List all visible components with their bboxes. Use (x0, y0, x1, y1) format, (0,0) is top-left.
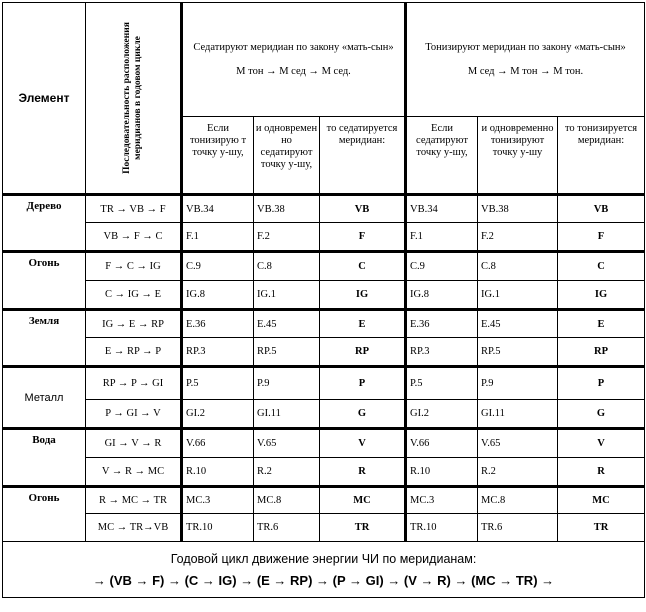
table-row (3, 195, 645, 223)
tonify-tonify-point: F.2 (478, 223, 558, 252)
sedate-tonify-point: GI.2 (182, 400, 254, 429)
sedate-col-1-header: Если тонизирую т точку у-шу, (182, 117, 254, 195)
sedate-sedate-point: V.65 (254, 429, 320, 458)
element-name: Вода (3, 429, 86, 487)
tonify-tonify-point: C.8 (478, 252, 558, 281)
sequence-cell: GI → V → R (86, 429, 182, 458)
tonified-meridian: TR (558, 514, 645, 542)
sedate-tonify-point: R.10 (182, 458, 254, 487)
table-row (3, 310, 645, 338)
sedated-meridian: IG (320, 281, 406, 310)
sedate-sedate-point: GI.11 (254, 400, 320, 429)
sedate-tonify-point: C.9 (182, 252, 254, 281)
sedate-tonify-point: E.36 (182, 310, 254, 338)
sequence-header-text: Последовательность расположения меридианов в годовом цикле (122, 22, 143, 174)
tonify-group-header (406, 3, 645, 117)
sedate-sedate-point: RP.5 (254, 338, 320, 367)
table-row (3, 458, 645, 487)
element-name: Огонь (3, 487, 86, 542)
tonify-col-3-header: то тонизируется меридиан: (558, 117, 645, 195)
sequence-cell: VB → F → C (86, 223, 182, 252)
tonified-meridian: F (558, 223, 645, 252)
tonified-meridian: IG (558, 281, 645, 310)
table-row (3, 400, 645, 429)
element-name: Земля (3, 310, 86, 367)
tonify-sedate-point: C.9 (406, 252, 478, 281)
sequence-cell: R → MC → TR (86, 487, 182, 514)
sedate-tonify-point: RP.3 (182, 338, 254, 367)
sequence-cell: RP → P → GI (86, 367, 182, 400)
sedate-sedate-point: VB.38 (254, 195, 320, 223)
tonified-meridian: RP (558, 338, 645, 367)
sedate-sedate-point: C.8 (254, 252, 320, 281)
sedated-meridian: P (320, 367, 406, 400)
table-row (3, 223, 645, 252)
sedate-group-title: Седатируют меридиан по закону «мать-сын» (193, 41, 394, 53)
sequence-cell: F → C → IG (86, 252, 182, 281)
footer-cycle: → (VB → F) → (C → IG) → (E → RP) → (P → GI) → (V → R) → (MC → TR) → (92, 572, 555, 588)
sedate-sedate-point: TR.6 (254, 514, 320, 542)
tonify-col-2-header: и одновременно тонизируют точку у-шу (478, 117, 558, 195)
tonify-tonify-point: IG.1 (478, 281, 558, 310)
sedated-meridian: MC (320, 487, 406, 514)
table-row (3, 281, 645, 310)
sedate-sedate-point: MC.8 (254, 487, 320, 514)
tonified-meridian: R (558, 458, 645, 487)
sequence-cell: P → GI → V (86, 400, 182, 429)
tonified-meridian: E (558, 310, 645, 338)
sedate-tonify-point: IG.8 (182, 281, 254, 310)
element-name: Огонь (3, 252, 86, 310)
element-header: Элемент (3, 3, 86, 195)
tonify-sedate-point: IG.8 (406, 281, 478, 310)
sequence-cell: V → R → MC (86, 458, 182, 487)
sedated-meridian: G (320, 400, 406, 429)
sedate-sedate-point: E.45 (254, 310, 320, 338)
tonify-sedate-point: P.5 (406, 367, 478, 400)
tonify-sedate-point: V.66 (406, 429, 478, 458)
tonify-sedate-point: TR.10 (406, 514, 478, 542)
tonify-tonify-point: VB.38 (478, 195, 558, 223)
element-name: Дерево (3, 195, 86, 252)
tonified-meridian: VB (558, 195, 645, 223)
sequence-cell: MC → TR→VB (86, 514, 182, 542)
tonify-tonify-point: R.2 (478, 458, 558, 487)
tonify-col-1-header: Если седатируют точку у-шу, (406, 117, 478, 195)
tonified-meridian: C (558, 252, 645, 281)
sedate-tonify-point: VB.34 (182, 195, 254, 223)
tonify-sedate-point: GI.2 (406, 400, 478, 429)
tonify-sedate-point: E.36 (406, 310, 478, 338)
sedate-sedate-point: IG.1 (254, 281, 320, 310)
table-row (3, 367, 645, 400)
sedate-group-header (182, 3, 406, 117)
sedate-tonify-point: V.66 (182, 429, 254, 458)
sedated-meridian: RP (320, 338, 406, 367)
sedate-col-3-header: то седатируется меридиан: (320, 117, 406, 195)
sequence-header (86, 3, 182, 195)
sedate-col-2-header: и одновремен но седатируют точку у-шу, (254, 117, 320, 195)
tonify-tonify-point: E.45 (478, 310, 558, 338)
sedated-meridian: F (320, 223, 406, 252)
tonify-group-chain: М сед → М тон → М тон. (467, 65, 584, 77)
sedate-sedate-point: P.9 (254, 367, 320, 400)
tonify-tonify-point: GI.11 (478, 400, 558, 429)
tonify-tonify-point: V.65 (478, 429, 558, 458)
sequence-cell: C → IG → E (86, 281, 182, 310)
tonify-sedate-point: F.1 (406, 223, 478, 252)
tonify-tonify-point: TR.6 (478, 514, 558, 542)
footer-caption: Годовой цикл движение энергии ЧИ по меридианам: (170, 551, 477, 566)
tonify-sedate-point: VB.34 (406, 195, 478, 223)
tonify-sedate-point: R.10 (406, 458, 478, 487)
sedate-tonify-point: F.1 (182, 223, 254, 252)
sedate-tonify-point: TR.10 (182, 514, 254, 542)
tonified-meridian: V (558, 429, 645, 458)
sedated-meridian: VB (320, 195, 406, 223)
sedated-meridian: E (320, 310, 406, 338)
table-row (3, 429, 645, 458)
sedated-meridian: R (320, 458, 406, 487)
sequence-cell: IG → E → RP (86, 310, 182, 338)
table-row (3, 338, 645, 367)
sedate-tonify-point: MC.3 (182, 487, 254, 514)
sedated-meridian: C (320, 252, 406, 281)
element-name: Металл (3, 367, 86, 429)
tonified-meridian: P (558, 367, 645, 400)
table-row (3, 487, 645, 514)
tonified-meridian: MC (558, 487, 645, 514)
sedate-group-chain: М тон → М сед → М сед. (236, 65, 351, 77)
tonify-tonify-point: P.9 (478, 367, 558, 400)
table-row (3, 514, 645, 542)
sedated-meridian: V (320, 429, 406, 458)
sedate-tonify-point: P.5 (182, 367, 254, 400)
meridian-table (2, 2, 645, 598)
tonify-sedate-point: RP.3 (406, 338, 478, 367)
sequence-cell: TR → VB → F (86, 195, 182, 223)
annual-cycle-footer (3, 542, 645, 598)
tonify-group-title: Тонизируют меридиан по закону «мать-сын» (425, 41, 626, 53)
sedate-sedate-point: R.2 (254, 458, 320, 487)
tonify-sedate-point: MC.3 (406, 487, 478, 514)
tonify-tonify-point: RP.5 (478, 338, 558, 367)
tonify-tonify-point: MC.8 (478, 487, 558, 514)
sedate-sedate-point: F.2 (254, 223, 320, 252)
table-row (3, 252, 645, 281)
sequence-cell: E → RP → P (86, 338, 182, 367)
tonified-meridian: G (558, 400, 645, 429)
sedated-meridian: TR (320, 514, 406, 542)
